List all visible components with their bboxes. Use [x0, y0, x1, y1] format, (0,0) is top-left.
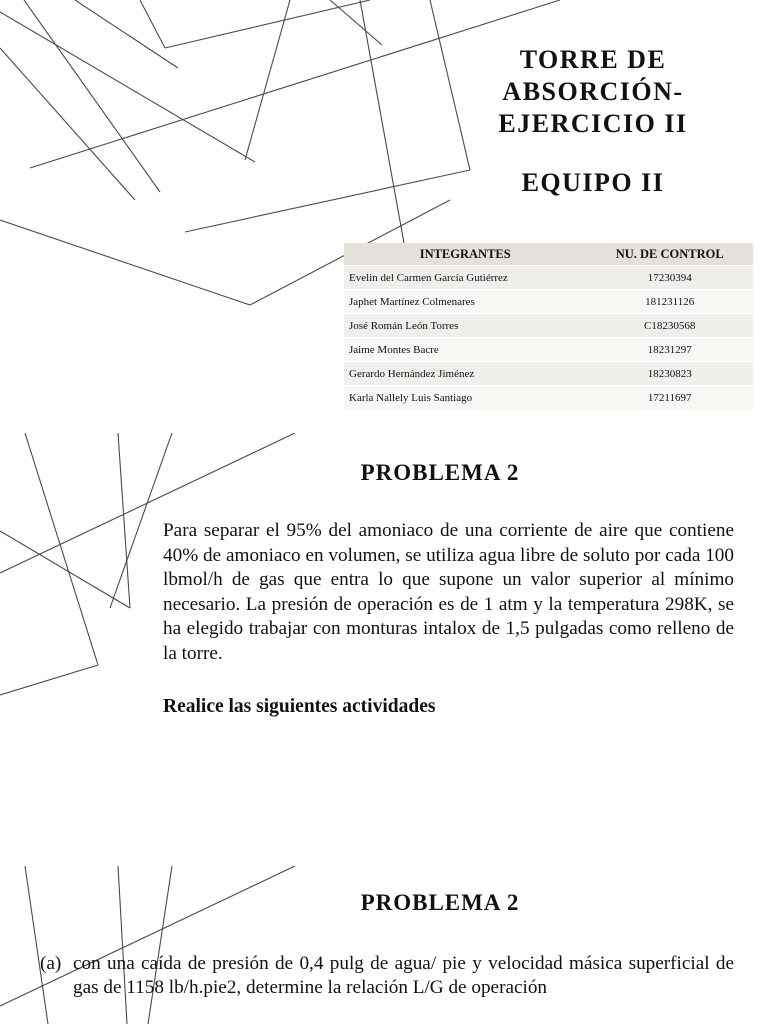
- slide-title: [0, 0, 768, 420]
- title-line-3: EJERCICIO II: [498, 109, 688, 138]
- activities-heading: Realice las siguientes actividades: [163, 696, 436, 717]
- member-name: José Román León Torres: [344, 314, 586, 338]
- member-control: 181231126: [586, 290, 753, 314]
- member-name: Jaime Montes Bacre: [344, 338, 586, 362]
- member-control: 18230823: [586, 362, 753, 386]
- slide-problem: [0, 433, 768, 853]
- member-name: Gerardo Hernández Jiménez: [344, 362, 586, 386]
- member-name: Evelin del Carmen García Gutiérrez: [344, 266, 586, 290]
- table-row: [344, 266, 753, 290]
- table-row: [344, 338, 753, 362]
- list-item: [40, 952, 734, 1000]
- table-row: [344, 386, 753, 410]
- header-control: NU. DE CONTROL: [586, 243, 753, 266]
- title-line-1: TORRE DE: [519, 45, 667, 74]
- table-row: [344, 314, 753, 338]
- problem-title: PROBLEMA 2: [360, 460, 520, 485]
- table-row: [344, 362, 753, 386]
- table-row: [344, 290, 753, 314]
- member-control: 17230394: [586, 266, 753, 290]
- team-name: EQUIPO II: [521, 168, 665, 197]
- member-control: C18230568: [586, 314, 753, 338]
- item-label: (a): [40, 953, 62, 974]
- member-control: 17211697: [586, 386, 753, 410]
- member-control: 18231297: [586, 338, 753, 362]
- title-line-2: ABSORCIÓN-: [502, 77, 684, 106]
- slide-problem-part-a: [0, 866, 768, 1024]
- problem-title: PROBLEMA 2: [360, 890, 520, 915]
- page-title: [478, 44, 708, 140]
- item-text: con una caída de presión de 0,4 pulg de agua/ pie y velocidad másica superficial de gas de 1158 lb/h.pie2, determine la relación L/G de operación: [73, 953, 734, 998]
- problem-statement: Para separar el 95% del amoniaco de una corriente de aire que contiene 40% de amoniaco en volumen, se utiliza agua libre de soluto por cada 100 lbmol/h de gas que entra lo que supone un valor superior al mínimo necesario. La presión de operación es de 1 atm y la temperatura 298K, se ha elegido trabajar con monturas intalox de 1,5 pulgadas como relleno de la torre.: [163, 520, 734, 664]
- member-name: Karla Nallely Luis Santiago: [344, 386, 586, 410]
- header-integrantes: INTEGRANTES: [344, 243, 586, 266]
- member-name: Japhet Martínez Colmenares: [344, 290, 586, 314]
- table-header-row: [344, 243, 753, 266]
- members-table: [344, 243, 753, 409]
